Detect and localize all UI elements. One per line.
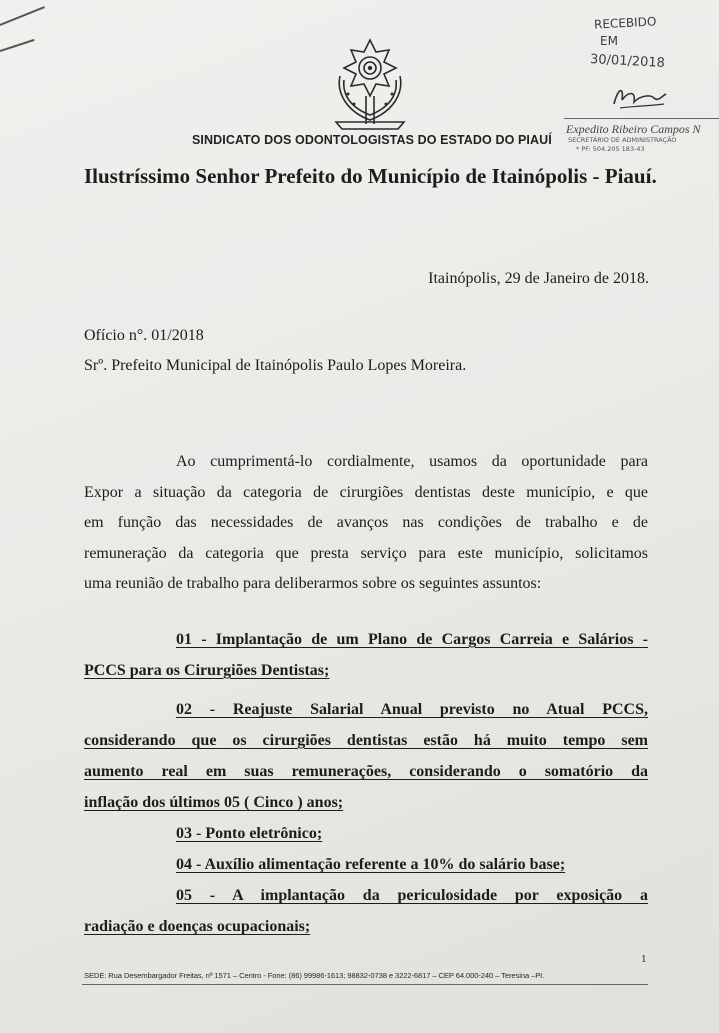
stamp-signer: Expedito Ribeiro Campos N [566,122,701,136]
list-item: 04 - Auxílio alimentação referente a 10% do salário base; [176,856,566,873]
list-item: 05 - A implantação da periculosidade por exposição a [176,887,648,904]
stamp-date: 30/01/2018 [589,52,666,71]
stamp-registration: * PF: 504.205 183-43 [576,145,645,153]
footer-rule [82,984,648,985]
addressee-heading: Ilustríssimo Senhor Prefeito do Município de Itainópolis - Piauí. [84,164,657,188]
list-item: radiação e doenças ocupacionais; [84,918,311,935]
body-line: Ao cumprimentá-lo cordialmente, usamos da oportunidade para [176,453,648,470]
body-line: em função das necessidades de avanços nas condições de trabalho e de [84,514,648,531]
coat-of-arms-icon [326,36,414,132]
list-item: PCCS para os Cirurgiões Dentistas; [84,662,330,679]
list-item: 01 - Implantação de um Plano de Cargos Carreia e Salários - [176,631,648,648]
recipient-line: Srº. Prefeito Municipal de Itainópolis Paulo Lopes Moreira. [84,357,467,374]
body-line: remuneração da categoria que presta serviço para este município, solicitamos [84,544,648,562]
received-stamp [560,10,719,160]
page-number: 1 [641,953,647,965]
stamp-rule [564,118,719,119]
body-paragraph [84,447,648,600]
list-item: 02 - Reajuste Salarial Anual previsto no Atual PCCS, [176,701,648,718]
office-number: Ofício n°. 01/2018 [84,327,204,344]
list-item: 03 - Ponto eletrônico; [176,825,323,842]
list-item: inflação dos últimos 05 ( Cinco ) anos; [84,794,344,811]
stamp-em-label: EM [600,34,618,48]
scan-edge-mark [0,6,45,26]
scan-edge-mark [0,39,35,52]
list-item: considerando que os cirurgiões dentistas estão há muito tempo sem [84,732,648,749]
request-items-list [84,624,648,942]
union-name: SINDICATO DOS ODONTOLOGISTAS DO ESTADO DO PIAUÍ [192,133,552,147]
body-line: uma reunião de trabalho para deliberarmos sobre os seguintes assuntos: [84,575,542,592]
body-line: Expor a situação da categoria de cirurgiões dentistas deste município, e que [84,483,648,501]
stamp-role: SECRETÁRIO DE ADMINISTRAÇÃO [568,136,677,144]
list-item: aumento real em suas remunerações, considerando o somatório da [84,763,648,780]
footer-address: SEDE: Rua Desembargador Freitas, nº 1571 – Centro - Fone: (86) 99986-1613; 98832-0738 e 3222-6817 – CEP 64.000-240 – Teresina –PI. [84,971,545,980]
stamp-received-label: RECEBIDO [593,14,657,32]
place-date: Itainópolis, 29 de Janeiro de 2018. [428,270,649,287]
handwritten-signature [610,82,670,112]
